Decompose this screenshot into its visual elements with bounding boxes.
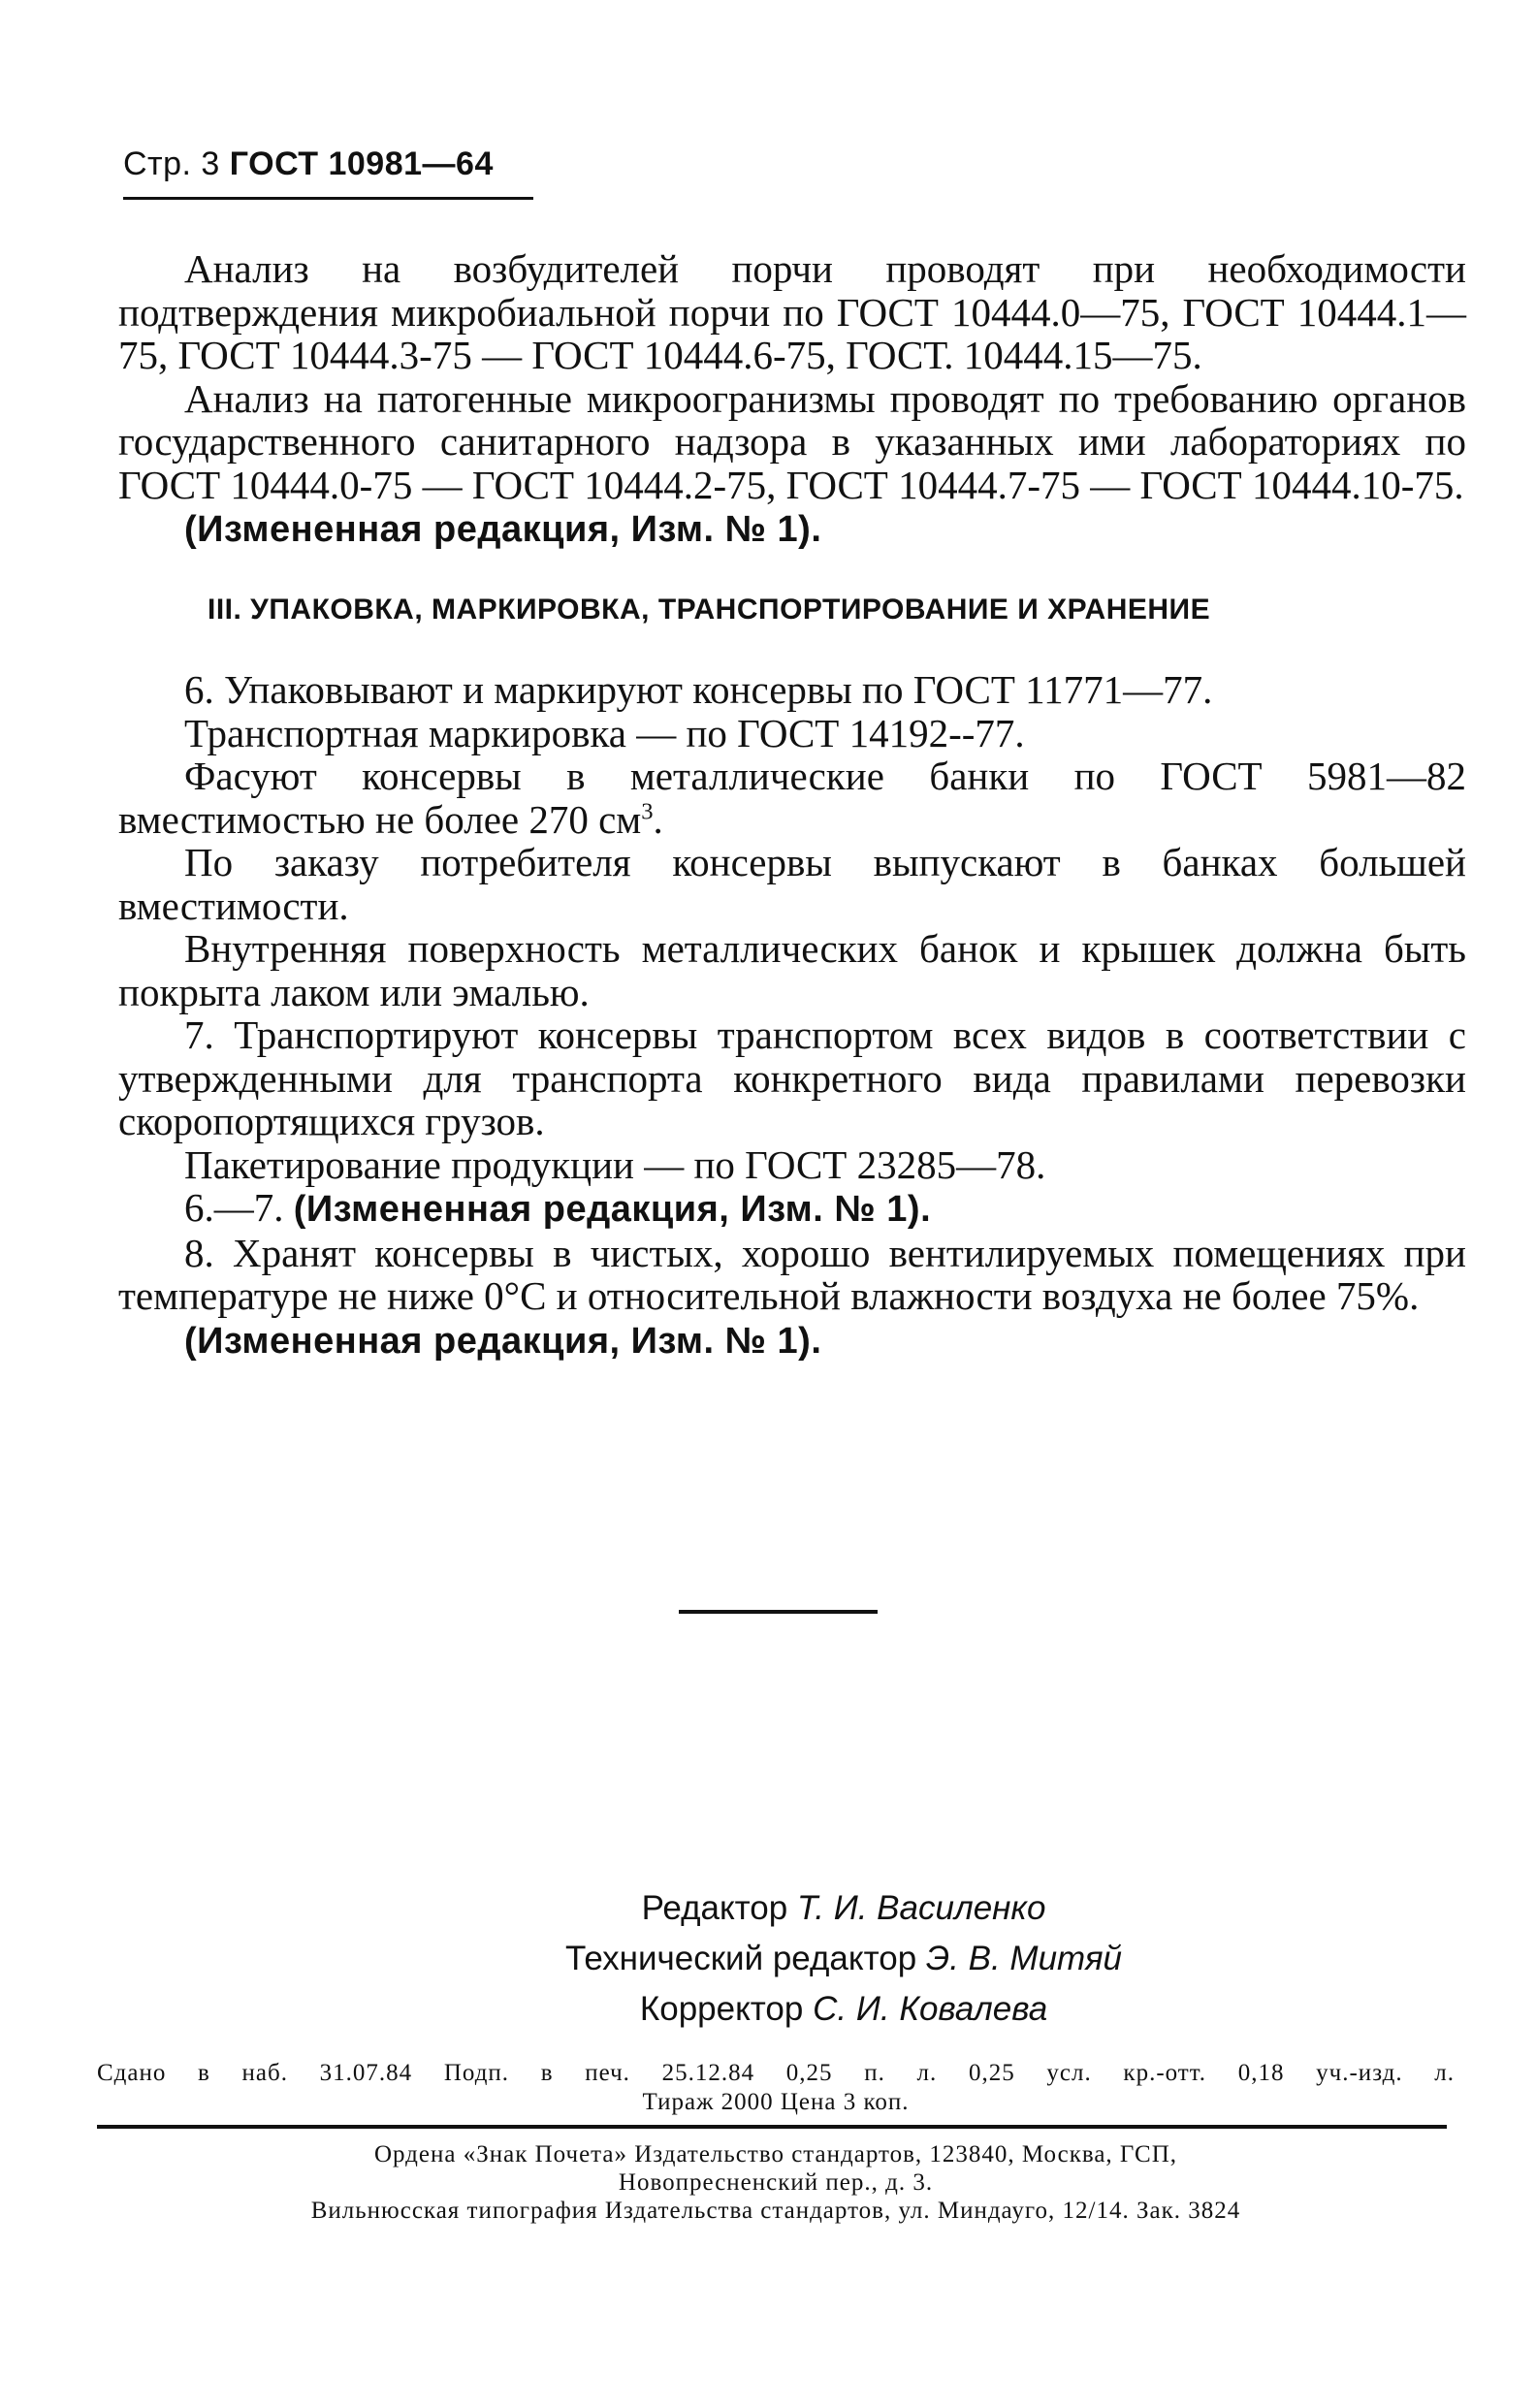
- amendment-note: [118, 506, 1466, 552]
- paragraph-6-marking: Транспортная маркировка — по ГОСТ 14192--77.: [184, 710, 1025, 755]
- paragraph-pathogen-analysis: Анализ на патогенные микроогранизмы проводят по требованию органов государственного санитарного надзора в указанных ими лабораториях по ГОСТ 10444.0-75 — ГОСТ 10444.2-75, ГОСТ 10444.7-75 — ГОСТ 10444.10-75.: [118, 375, 1466, 507]
- publisher-block: [97, 2140, 1455, 2225]
- print-imprint: [97, 2059, 1455, 2117]
- proofreader-label: Корректор: [639, 1990, 804, 2028]
- tech-editor-row: [407, 1934, 1280, 1984]
- publisher-line-2: Новопресненский пер., д. 3.: [618, 2169, 934, 2196]
- paragraph-7: 7. Транспортируют консервы транспортом всех видов в соответствии с утвержденными для транспорта конкретного вида правилами перевозки скоропортящихся грузов.: [118, 1012, 1466, 1143]
- packing-end: .: [653, 796, 663, 842]
- paragraph-spoilage-analysis: Анализ на возбудителей порчи проводят при необходимости подтверждения микробиальной порчи по ГОСТ 10444.0—75, ГОСТ 10444.1—75, ГОСТ 10444.3-75 — ГОСТ 10444.6-75, ГОСТ. 10444.15—75.: [118, 246, 1466, 377]
- section-title: III. УПАКОВКА, МАРКИРОВКА, ТРАНСПОРТИРОВАНИЕ И ХРАНЕНИЕ: [208, 593, 1211, 626]
- editor-row: [407, 1883, 1280, 1934]
- amendment-text: (Измененная редакция, Изм. № 1).: [184, 1320, 822, 1362]
- amendment-prefix: 6.—7.: [184, 1185, 284, 1230]
- editor-label: Редактор: [641, 1889, 788, 1927]
- amendment-text: (Измененная редакция, Изм. № 1).: [184, 509, 822, 550]
- separator-rule: [679, 1610, 878, 1614]
- credits-block: [407, 1883, 1280, 2035]
- imprint-dates: Сдано в наб. 31.07.84 Подп. в печ. 25.12.84 0,25 п. л. 0,25 усл. кр.-отт. 0,18 уч.-изд. л.: [97, 2060, 1455, 2086]
- paragraph-6-order: По заказу потребителя консервы выпускают в банках большей вместимости.: [118, 840, 1466, 928]
- amendment-note-2: [118, 1318, 1466, 1364]
- tech-editor-label: Технический редактор: [565, 1940, 917, 1977]
- header-rule: [123, 197, 533, 200]
- packing-text: Фасуют консервы в металлические банки по ГОСТ 5981—82 вместимостью не более 270 см: [118, 754, 1466, 842]
- document-body: [118, 247, 1466, 1363]
- amendment-text: (Измененная редакция, Изм. № 1).: [293, 1189, 932, 1230]
- proofreader-row: [407, 1984, 1280, 2035]
- imprint-rule: [97, 2125, 1447, 2129]
- standard-number: ГОСТ 10981—64: [229, 145, 494, 182]
- tech-editor-name: Э. В. Митяй: [925, 1940, 1122, 1977]
- paragraph-6: 6. Упаковывают и маркируют консервы по ГОСТ 11771—77.: [184, 667, 1213, 712]
- page-label: Стр. 3: [123, 145, 220, 182]
- paragraph-6-packing: [118, 755, 1466, 841]
- superscript-3: 3: [641, 797, 654, 824]
- imprint-circulation: Тираж 2000 Цена 3 коп.: [642, 2089, 910, 2115]
- paragraph-8: 8. Хранят консервы в чистых, хорошо вентилируемых помещениях при температуре не ниже 0°С и относительной влажности воздуха не более 75%.: [118, 1230, 1466, 1318]
- publisher-line-1: Ордена «Знак Почета» Издательство стандартов, 123840, Москва, ГСП,: [373, 2141, 1178, 2167]
- page-header: [123, 145, 494, 183]
- paragraph-7-packaging: Пакетирование продукции — по ГОСТ 23285—78.: [184, 1141, 1046, 1187]
- paragraph-6-7-amendment: [118, 1186, 1466, 1232]
- proofreader-name: С. И. Ковалева: [813, 1990, 1048, 2028]
- editor-name: Т. И. Василенко: [796, 1889, 1046, 1927]
- paragraph-6-coating: Внутренняя поверхность металлических банок и крышек должна быть покрыта лаком или эмалью.: [118, 926, 1466, 1014]
- publisher-line-3: Вильнюсская типография Издательства стандартов, ул. Миндауго, 12/14. Зак. 3824: [310, 2198, 1241, 2224]
